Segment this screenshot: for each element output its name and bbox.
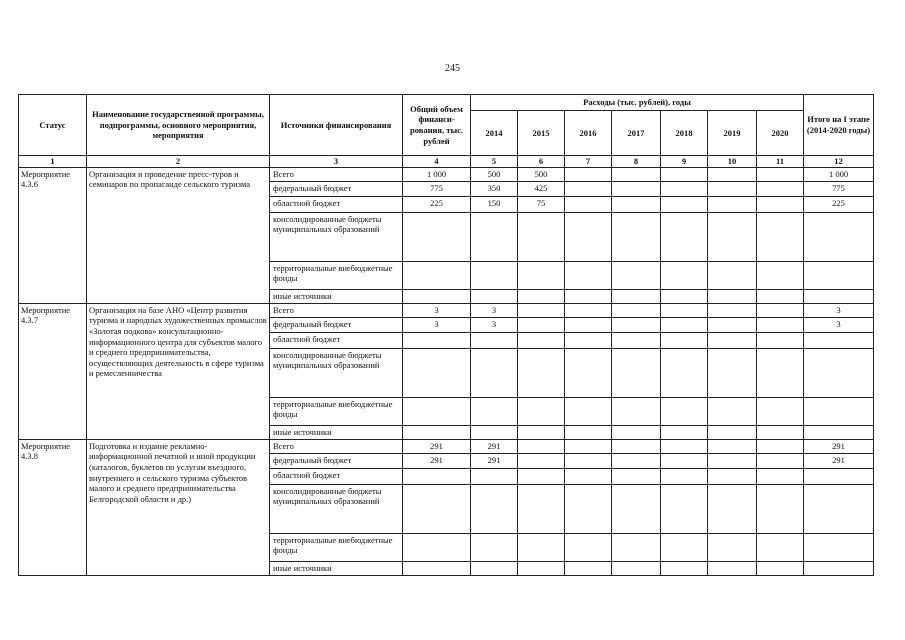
funding-source: областной бюджет [270, 332, 403, 348]
year-2016-value [565, 348, 612, 397]
funding-source: консолидированные бюджеты муниципальных образований [270, 212, 403, 261]
funding-source: федеральный бюджет [270, 453, 403, 468]
year-2014-value: 3 [471, 317, 518, 332]
total-volume [403, 212, 471, 261]
year-2015-value [518, 289, 565, 303]
funding-source: иные источники [270, 425, 403, 439]
year-2018-value [661, 425, 708, 439]
header-stage-total: Итого на I этапе (2014-2020 годы) [804, 95, 874, 156]
year-2016-value [565, 167, 612, 181]
header-sources: Источники финансирования [270, 95, 403, 156]
year-2018-value [661, 289, 708, 303]
year-2018-value [661, 181, 708, 196]
year-2019-value [708, 439, 757, 453]
column-number: 7 [565, 156, 612, 168]
year-2020-value [757, 317, 804, 332]
year-2016-value [565, 212, 612, 261]
year-2014-value [471, 561, 518, 575]
funding-source: Всего [270, 439, 403, 453]
table-body [19, 167, 874, 575]
total-volume [403, 533, 471, 561]
year-2014-value [471, 484, 518, 533]
page-number: 245 [445, 63, 460, 74]
funding-source: Всего [270, 167, 403, 181]
year-2016-value [565, 439, 612, 453]
year-2017-value [612, 439, 661, 453]
header-name: Наименование государственной программы, подпрограммы, основного мероприятия, мероприятия [87, 95, 270, 156]
year-2015-value [518, 317, 565, 332]
table-row [19, 167, 874, 181]
year-2019-value [708, 289, 757, 303]
funding-source: территориальные внебюджетные фонды [270, 533, 403, 561]
column-number: 5 [471, 156, 518, 168]
year-2018-value [661, 303, 708, 317]
year-2020-value [757, 289, 804, 303]
year-2016-value [565, 261, 612, 289]
year-2015-value [518, 425, 565, 439]
year-2014-value [471, 261, 518, 289]
column-number: 10 [708, 156, 757, 168]
year-2017-value [612, 348, 661, 397]
year-2016-value [565, 196, 612, 212]
year-2019-value [708, 167, 757, 181]
total-volume: 3 [403, 317, 471, 332]
year-2018-value [661, 261, 708, 289]
year-2015-value [518, 212, 565, 261]
year-2019-value [708, 261, 757, 289]
year-2019-value [708, 453, 757, 468]
year-2020-value [757, 468, 804, 484]
stage-total-value [804, 348, 874, 397]
year-2019-value [708, 561, 757, 575]
header-year: 2019 [708, 111, 757, 156]
year-2017-value [612, 561, 661, 575]
stage-total-value: 3 [804, 303, 874, 317]
year-2018-value [661, 212, 708, 261]
year-2016-value [565, 484, 612, 533]
year-2020-value [757, 303, 804, 317]
total-volume [403, 397, 471, 425]
stage-total-value: 225 [804, 196, 874, 212]
year-2017-value [612, 468, 661, 484]
header-year: 2017 [612, 111, 661, 156]
year-2019-value [708, 181, 757, 196]
year-2015-value [518, 348, 565, 397]
stage-total-value: 775 [804, 181, 874, 196]
header-year: 2018 [661, 111, 708, 156]
year-2016-value [565, 453, 612, 468]
year-2015-value [518, 397, 565, 425]
table-row [19, 439, 874, 453]
year-2020-value [757, 196, 804, 212]
year-2017-value [612, 397, 661, 425]
year-2017-value [612, 212, 661, 261]
year-2014-value [471, 425, 518, 439]
year-2018-value [661, 561, 708, 575]
year-2020-value [757, 261, 804, 289]
year-2014-value: 3 [471, 303, 518, 317]
total-volume [403, 332, 471, 348]
total-volume [403, 561, 471, 575]
stage-total-value [804, 425, 874, 439]
year-2015-value [518, 261, 565, 289]
year-2020-value [757, 212, 804, 261]
year-2018-value [661, 348, 708, 397]
year-2014-value: 500 [471, 167, 518, 181]
year-2014-value: 291 [471, 439, 518, 453]
funding-source: областной бюджет [270, 468, 403, 484]
year-2014-value: 291 [471, 453, 518, 468]
stage-total-value: 1 000 [804, 167, 874, 181]
funding-source: консолидированные бюджеты муниципальных образований [270, 484, 403, 533]
year-2018-value [661, 397, 708, 425]
header-year: 2015 [518, 111, 565, 156]
year-2014-value [471, 212, 518, 261]
measure-name: Подготовка и издание рекламно-информационной печатной и иной продукции (каталогов, буклетов по услугам въездного, внутреннего и сельского туризма субъектов малого и среднего предпринимательства Белгородской области и др.) [87, 439, 270, 575]
year-2016-value [565, 425, 612, 439]
year-2017-value [612, 453, 661, 468]
year-2019-value [708, 196, 757, 212]
table-row [19, 303, 874, 317]
header-total-volume: Общий объем финанси-рования, тыс. рублей [403, 95, 471, 156]
year-2020-value [757, 348, 804, 397]
total-volume [403, 484, 471, 533]
year-2017-value [612, 289, 661, 303]
total-volume: 291 [403, 453, 471, 468]
year-2019-value [708, 332, 757, 348]
year-2017-value [612, 261, 661, 289]
year-2020-value [757, 561, 804, 575]
stage-total-value [804, 289, 874, 303]
year-2019-value [708, 317, 757, 332]
column-number: 8 [612, 156, 661, 168]
column-number: 3 [270, 156, 403, 168]
total-volume: 3 [403, 303, 471, 317]
stage-total-value [804, 397, 874, 425]
year-2018-value [661, 439, 708, 453]
measure-status: Мероприятие 4.3.6 [19, 167, 87, 303]
year-2015-value: 425 [518, 181, 565, 196]
year-2018-value [661, 332, 708, 348]
year-2015-value [518, 303, 565, 317]
budget-table [18, 94, 874, 576]
year-2014-value [471, 533, 518, 561]
year-2018-value [661, 196, 708, 212]
year-2017-value [612, 533, 661, 561]
year-2015-value [518, 332, 565, 348]
year-2019-value [708, 303, 757, 317]
year-2015-value [518, 439, 565, 453]
header-year: 2014 [471, 111, 518, 156]
header-status: Статус [19, 95, 87, 156]
year-2015-value: 75 [518, 196, 565, 212]
column-number: 9 [661, 156, 708, 168]
year-2017-value [612, 196, 661, 212]
year-2014-value: 150 [471, 196, 518, 212]
year-2019-value [708, 468, 757, 484]
year-2015-value: 500 [518, 167, 565, 181]
stage-total-value [804, 468, 874, 484]
stage-total-value: 3 [804, 317, 874, 332]
year-2020-value [757, 484, 804, 533]
year-2016-value [565, 397, 612, 425]
year-2015-value [518, 453, 565, 468]
year-2018-value [661, 167, 708, 181]
funding-source: консолидированные бюджеты муниципальных образований [270, 348, 403, 397]
funding-source: областной бюджет [270, 196, 403, 212]
column-number: 11 [757, 156, 804, 168]
year-2019-value [708, 348, 757, 397]
year-2016-value [565, 533, 612, 561]
column-number: 12 [804, 156, 874, 168]
funding-source: Всего [270, 303, 403, 317]
year-2017-value [612, 484, 661, 533]
total-volume [403, 261, 471, 289]
year-2015-value [518, 484, 565, 533]
year-2015-value [518, 561, 565, 575]
year-2018-value [661, 453, 708, 468]
total-volume [403, 289, 471, 303]
total-volume: 291 [403, 439, 471, 453]
year-2020-value [757, 181, 804, 196]
measure-status: Мероприятие 4.3.7 [19, 303, 87, 439]
year-2017-value [612, 181, 661, 196]
year-2018-value [661, 533, 708, 561]
year-2018-value [661, 468, 708, 484]
year-2020-value [757, 167, 804, 181]
year-2020-value [757, 425, 804, 439]
stage-total-value: 291 [804, 439, 874, 453]
stage-total-value [804, 332, 874, 348]
stage-total-value [804, 533, 874, 561]
total-volume: 1 000 [403, 167, 471, 181]
column-number: 4 [403, 156, 471, 168]
year-2019-value [708, 397, 757, 425]
total-volume: 225 [403, 196, 471, 212]
year-2019-value [708, 425, 757, 439]
column-number: 6 [518, 156, 565, 168]
funding-source: территориальные внебюджетные фонды [270, 261, 403, 289]
column-number-row [19, 156, 874, 168]
year-2017-value [612, 317, 661, 332]
year-2014-value: 350 [471, 181, 518, 196]
column-number: 1 [19, 156, 87, 168]
year-2016-value [565, 181, 612, 196]
year-2017-value [612, 332, 661, 348]
year-2020-value [757, 439, 804, 453]
funding-source: территориальные внебюджетные фонды [270, 397, 403, 425]
year-2014-value [471, 289, 518, 303]
year-2017-value [612, 167, 661, 181]
stage-total-value [804, 484, 874, 533]
year-2016-value [565, 561, 612, 575]
total-volume [403, 425, 471, 439]
year-2020-value [757, 397, 804, 425]
total-volume: 775 [403, 181, 471, 196]
stage-total-value: 291 [804, 453, 874, 468]
stage-total-value [804, 561, 874, 575]
funding-source: иные источники [270, 561, 403, 575]
year-2019-value [708, 212, 757, 261]
year-2019-value [708, 533, 757, 561]
header-year: 2020 [757, 111, 804, 156]
measure-name: Организация на базе АНО «Центр развития туризма и народных художественных промыслов «Золотая подкова» консультационно-информационного центра для субъектов малого и среднего предпринимательства, осуществляющих деятельность в сфере туризма и ремесленничества [87, 303, 270, 439]
year-2014-value [471, 397, 518, 425]
year-2020-value [757, 332, 804, 348]
year-2014-value [471, 468, 518, 484]
year-2020-value [757, 453, 804, 468]
year-2016-value [565, 317, 612, 332]
year-2015-value [518, 468, 565, 484]
total-volume [403, 468, 471, 484]
year-2016-value [565, 332, 612, 348]
column-number: 2 [87, 156, 270, 168]
measure-name: Организация и проведение пресс-туров и семинаров по пропаганде сельского туризма [87, 167, 270, 303]
year-2020-value [757, 533, 804, 561]
year-2016-value [565, 303, 612, 317]
year-2016-value [565, 289, 612, 303]
year-2017-value [612, 303, 661, 317]
funding-source: федеральный бюджет [270, 181, 403, 196]
year-2014-value [471, 348, 518, 397]
funding-source: федеральный бюджет [270, 317, 403, 332]
header-year: 2016 [565, 111, 612, 156]
year-2015-value [518, 533, 565, 561]
measure-status: Мероприятие 4.3.8 [19, 439, 87, 575]
funding-source: иные источники [270, 289, 403, 303]
year-2018-value [661, 317, 708, 332]
year-2019-value [708, 484, 757, 533]
year-2014-value [471, 332, 518, 348]
header-expenses: Расходы (тыс. рублей), годы [471, 95, 804, 111]
total-volume [403, 348, 471, 397]
stage-total-value [804, 261, 874, 289]
stage-total-value [804, 212, 874, 261]
year-2018-value [661, 484, 708, 533]
year-2016-value [565, 468, 612, 484]
year-2017-value [612, 425, 661, 439]
